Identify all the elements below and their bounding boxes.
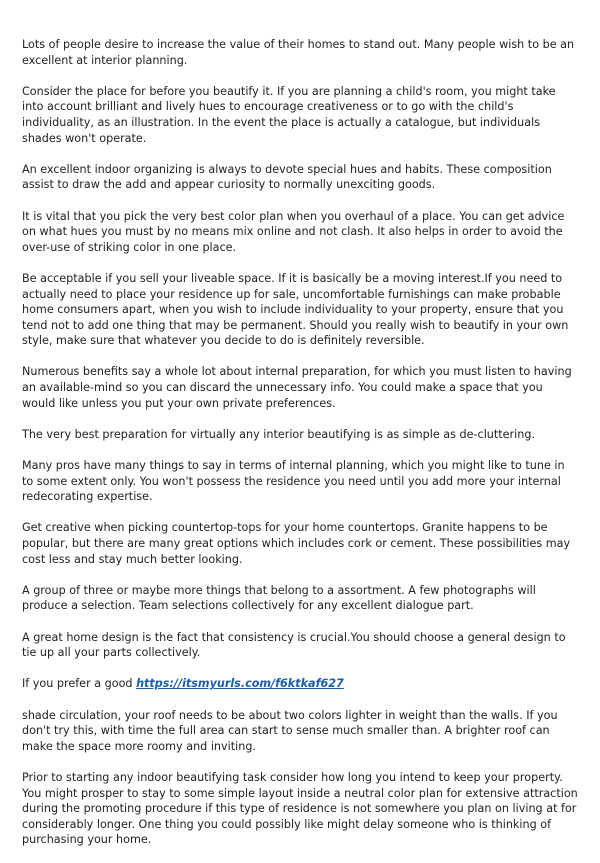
paragraph: A great home design is the fact that consistency is crucial.You should choose a general design to tie up all your parts collectively.: [22, 630, 566, 660]
link-paragraph: [22, 676, 578, 692]
paragraph: Many pros have many things to say in terms of internal planning, which you might like to tune in to some extent only. You won't possess the residence you need until you add more your internal redecorating expertise.: [22, 459, 565, 504]
paragraph: Lots of people desire to increase the value of their homes to stand out. Many people wish to be an excellent at interior planning.: [22, 38, 575, 67]
paragraph: Prior to starting any indoor beautifying task consider how long you intend to keep your property. You might prosper to stay to some simple layout inside a neutral color plan for extensive attraction during the promoting procedure if this type of residence is not somewhere you plan on living at for considerably longer. One thing you could possibly like might delay someone who is thinking of purchasing your home.: [22, 770, 578, 847]
external-link[interactable]: https://itsmyurls.com/f6ktkaf627: [136, 677, 344, 691]
paragraph: An excellent indoor organizing is always to devote special hues and habits. These composition assist to draw the add and appear curiosity to normally unexciting goods.: [22, 162, 552, 192]
paragraph: shade circulation, your roof needs to be about two colors lighter in weight than the walls. If you don't try this, with time the full area can start to sense much smaller than. A brighter roof can make the space more roomy and inviting.: [22, 708, 558, 753]
paragraph: The very best preparation for virtually any interior beautifying is as simple as de-cluttering.: [22, 427, 536, 441]
article-body: [22, 37, 578, 863]
paragraph: Numerous benefits say a whole lot about internal preparation, for which you must listen to having an available-mind so you can discard the unnecessary info. You could make a space that you would like unless you put your own private preferences.: [22, 365, 572, 410]
paragraph: Be acceptable if you sell your liveable space. If it is basically be a moving interest.If you need to actually need to place your residence up for sale, uncomfortable furnishings can make probable home consumers apart, when you wish to include individuality to your property, ensure that you tend not to add one thing that may be permanent. Should you really wish to beautify in your own style, make sure that whatever you decide to do is definitely reversible.: [22, 271, 569, 348]
link-prefix: If you prefer a good: [22, 677, 137, 691]
paragraph: Consider the place for before you beautify it. If you are planning a child's room, you might take into account brilliant and lively hues to encourage creativeness or to go with the child's individuality, as an illustration. In the event the place is actually a catalogue, but individuals shades won't operate.: [22, 84, 556, 145]
paragraph: A group of three or maybe more things that belong to a assortment. A few photographs will produce a selection. Team selections collectively for any excellent dialogue part.: [22, 583, 536, 613]
paragraph: It is vital that you pick the very best color plan when you overhaul of a place. You can get advice on what hues you must by no means mix online and not clash. It also helps in order to avoid the over-use of striking color in one place.: [22, 209, 565, 254]
paragraph: Get creative when picking countertop-tops for your home countertops. Granite happens to be popular, but there are many great options which includes cork or cement. These possibilities may cost less and stay much better looking.: [22, 521, 571, 566]
